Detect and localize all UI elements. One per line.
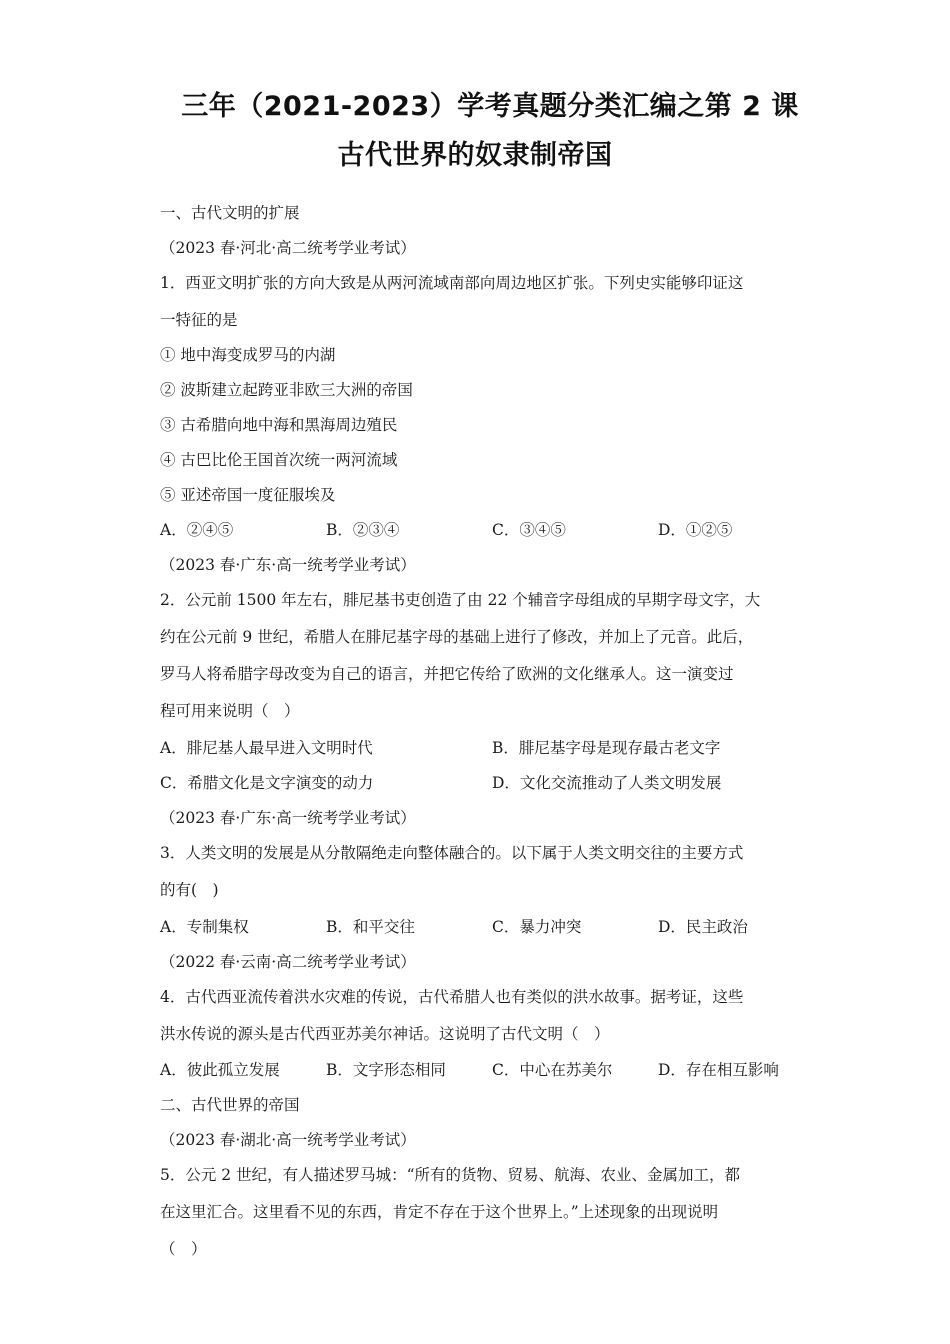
q1-option-c[interactable]: C．③④⑤ [492, 521, 566, 539]
q2-option-b[interactable]: B．腓尼基字母是现存最古老文字 [492, 739, 721, 757]
q5-stem-line2: 在这里汇合。这里看不见的东西，肯定不存在于这个世界上。”上述现象的出现说明 [160, 1203, 719, 1221]
q3-option-c[interactable]: C．暴力冲突 [492, 918, 582, 936]
document-title-line1: 三年（2021-2023）学考真题分类汇编之第 2 课 [181, 91, 799, 122]
q1-item-5: ⑤ 亚述帝国一度征服埃及 [160, 486, 336, 504]
q4-option-d[interactable]: D．存在相互影响 [658, 1061, 779, 1079]
q3-stem-line1: 3．人类文明的发展是从分散隔绝走向整体融合的。以下属于人类文明交往的主要方式 [160, 844, 744, 862]
q2-stem-line3: 罗马人将希腊字母改变为自己的语言，并把它传给了欧洲的文化继承人。这一演变过 [160, 665, 734, 683]
q5-source: （2023 春·湖北·高一统考学业考试） [160, 1131, 416, 1149]
q1-item-1: ① 地中海变成罗马的内湖 [160, 346, 336, 364]
q3-option-a[interactable]: A．专制集权 [160, 918, 249, 936]
q4-option-a[interactable]: A．彼此孤立发展 [160, 1061, 280, 1079]
q3-source: （2023 春·广东·高一统考学业考试） [160, 809, 416, 827]
section-heading-2: 二、古代世界的帝国 [160, 1096, 300, 1114]
q2-stem-line1: 2．公元前 1500 年左右，腓尼基书吏创造了由 22 个辅音字母组成的早期字母文字，大 [160, 591, 761, 609]
q1-option-b[interactable]: B．②③④ [326, 521, 400, 539]
q2-stem-line2: 约在公元前 9 世纪，希腊人在腓尼基字母的基础上进行了修改，并加上了元音。此后， [160, 628, 754, 646]
q2-stem-line4: 程可用来说明（ ） [160, 702, 300, 720]
q1-item-2: ② 波斯建立起跨亚非欧三大洲的帝国 [160, 381, 413, 399]
document-title-line2: 古代世界的奴隶制帝国 [337, 140, 613, 171]
q5-stem-line1: 5．公元 2 世纪，有人描述罗马城：“所有的货物、贸易、航海、农业、金属加工，都 [160, 1166, 741, 1184]
q1-item-4: ④ 古巴比伦王国首次统一两河流域 [160, 451, 398, 469]
q1-source: （2023 春·河北·高二统考学业考试） [160, 239, 416, 257]
q4-option-b[interactable]: B．文字形态相同 [326, 1061, 446, 1079]
q4-source: （2022 春·云南·高二统考学业考试） [160, 953, 416, 971]
q1-stem-line2: 一特征的是 [160, 311, 238, 329]
q3-option-d[interactable]: D．民主政治 [658, 918, 748, 936]
q4-stem-line2: 洪水传说的源头是古代西亚苏美尔神话。这说明了古代文明（ ） [160, 1025, 610, 1043]
q4-option-c[interactable]: C．中心在苏美尔 [492, 1061, 613, 1079]
q2-source: （2023 春·广东·高一统考学业考试） [160, 556, 416, 574]
q5-stem-line3: （ ） [160, 1240, 207, 1258]
q1-item-3: ③ 古希腊向地中海和黑海周边殖民 [160, 416, 398, 434]
q1-stem-line1: 1．西亚文明扩张的方向大致是从两河流域南部向周边地区扩张。下列史实能够印证这 [160, 274, 744, 292]
q3-stem-line2: 的有( ) [160, 881, 219, 899]
q2-option-c[interactable]: C．希腊文化是文字演变的动力 [160, 774, 374, 792]
q2-option-d[interactable]: D．文化交流推动了人类文明发展 [492, 774, 722, 792]
q1-option-a[interactable]: A．②④⑤ [160, 521, 234, 539]
q2-option-a[interactable]: A．腓尼基人最早进入文明时代 [160, 739, 373, 757]
q3-option-b[interactable]: B．和平交往 [326, 918, 415, 936]
section-heading-1: 一、古代文明的扩展 [160, 204, 300, 222]
q1-option-d[interactable]: D．①②⑤ [658, 521, 733, 539]
q4-stem-line1: 4．古代西亚流传着洪水灾难的传说，古代希腊人也有类似的洪水故事。据考证，这些 [160, 988, 744, 1006]
